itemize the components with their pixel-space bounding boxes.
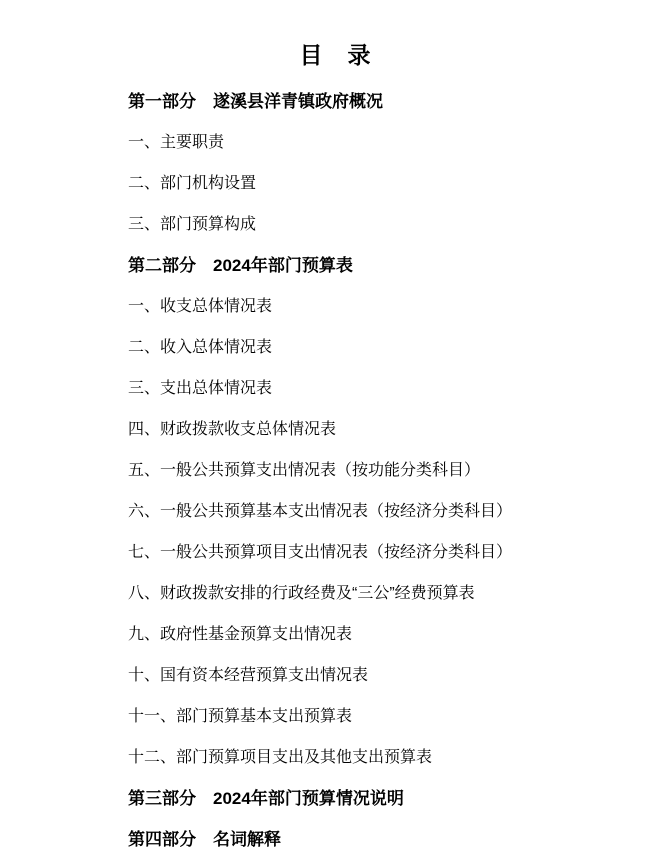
toc-entry: 三、支出总体情况表 xyxy=(128,380,273,397)
toc-entry: 五、一般公共预算支出情况表（按功能分类科目） xyxy=(128,462,481,479)
toc-entry: 七、一般公共预算项目支出情况表（按经济分类科目） xyxy=(128,544,513,561)
page-title: 目 录 xyxy=(299,42,372,68)
toc-entry: 十、国有资本经营预算支出情况表 xyxy=(128,667,369,684)
toc-entry: 第二部分 2024年部门预算表 xyxy=(128,256,353,275)
toc-entry: 第三部分 2024年部门预算情况说明 xyxy=(128,789,404,808)
toc-entry: 三、部门预算构成 xyxy=(128,216,257,233)
toc-entry: 十二、部门预算项目支出及其他支出预算表 xyxy=(128,749,433,766)
table-of-contents xyxy=(128,93,647,848)
toc-entry: 四、财政拨款收支总体情况表 xyxy=(128,421,337,438)
toc-entry: 二、部门机构设置 xyxy=(128,175,257,192)
toc-entry: 十一、部门预算基本支出预算表 xyxy=(128,708,353,725)
toc-entry: 一、主要职责 xyxy=(128,134,225,151)
toc-entry: 第一部分 遂溪县洋青镇政府概况 xyxy=(128,92,383,111)
toc-entry: 一、收支总体情况表 xyxy=(128,298,273,315)
toc-entry: 六、一般公共预算基本支出情况表（按经济分类科目） xyxy=(128,503,513,520)
toc-entry: 二、收入总体情况表 xyxy=(128,339,273,356)
toc-entry: 八、财政拨款安排的行政经费及“三公”经费预算表 xyxy=(128,585,475,602)
toc-entry: 九、政府性基金预算支出情况表 xyxy=(128,626,353,643)
toc-entry: 第四部分 名词解释 xyxy=(128,830,281,849)
